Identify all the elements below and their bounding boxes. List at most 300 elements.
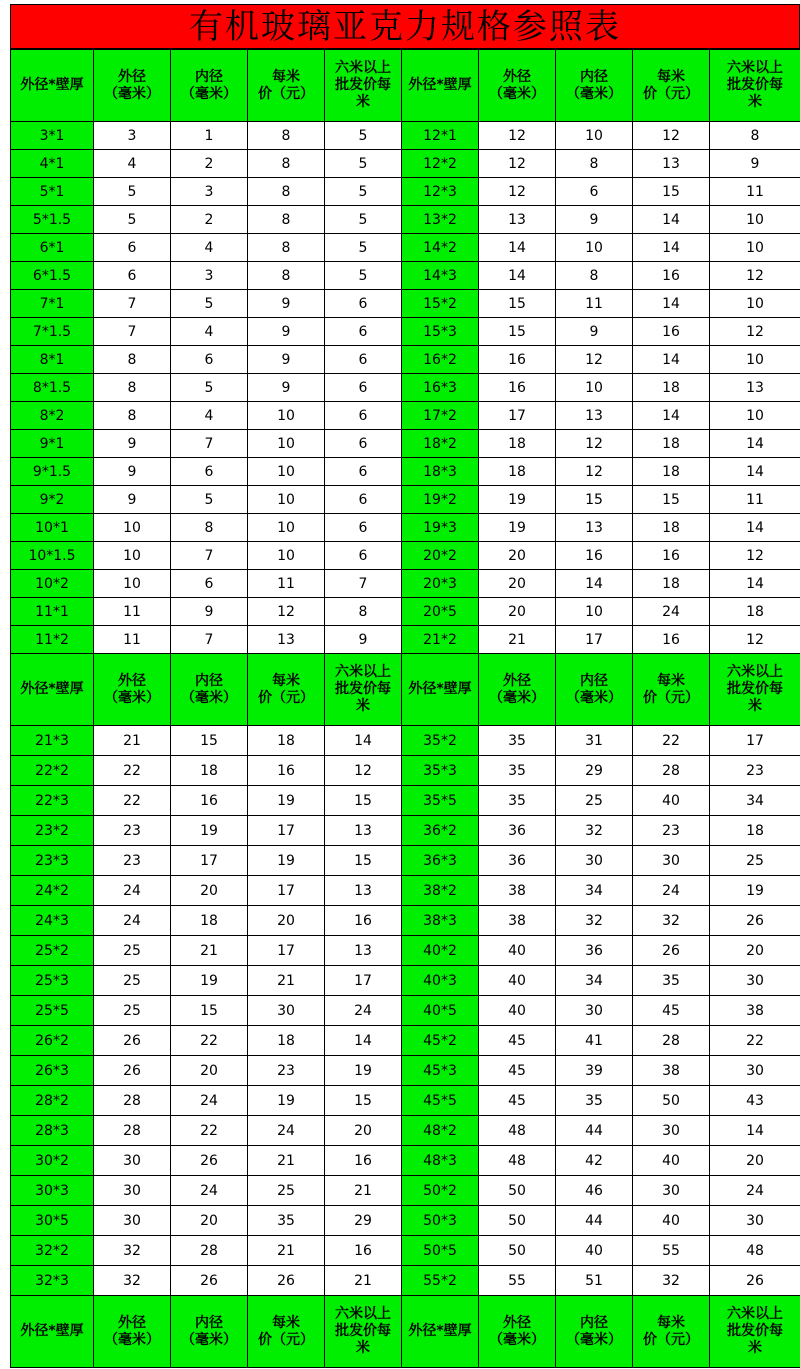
cell-outer: 25 (94, 966, 171, 996)
header-price-per-meter: 每米 价（元） (633, 50, 710, 122)
cell-inner: 11 (556, 290, 633, 318)
cell-price: 9 (248, 318, 325, 346)
cell-inner: 24 (171, 1176, 248, 1206)
table-row (11, 1206, 800, 1236)
cell-spec: 19*3 (402, 514, 479, 542)
cell-price: 9 (248, 374, 325, 402)
cell-spec: 8*1.5 (11, 374, 94, 402)
cell-inner: 35 (556, 1086, 633, 1116)
cell-inner: 29 (556, 756, 633, 786)
cell-inner: 1 (171, 122, 248, 150)
header-spec: 外径*壁厚 (11, 654, 94, 726)
cell-inner: 26 (171, 1146, 248, 1176)
cell-bulk: 6 (325, 486, 402, 514)
table-row (11, 816, 800, 846)
cell-inner: 9 (556, 318, 633, 346)
cell-spec: 20*3 (402, 570, 479, 598)
header-bulk-price: 六米以上 批发价每 米 (325, 654, 402, 726)
cell-inner: 17 (171, 846, 248, 876)
cell-price: 18 (633, 458, 710, 486)
cell-spec: 48*2 (402, 1116, 479, 1146)
cell-outer: 55 (479, 1266, 556, 1296)
cell-outer: 45 (479, 1086, 556, 1116)
cell-outer: 10 (94, 542, 171, 570)
cell-spec: 12*1 (402, 122, 479, 150)
cell-outer: 45 (479, 1056, 556, 1086)
table-row (11, 936, 800, 966)
cell-spec: 5*1 (11, 178, 94, 206)
cell-inner: 44 (556, 1116, 633, 1146)
cell-outer: 21 (479, 626, 556, 654)
table-row (11, 206, 800, 234)
cell-bulk: 24 (710, 1176, 800, 1206)
header-spec: 外径*壁厚 (402, 654, 479, 726)
cell-outer: 17 (479, 402, 556, 430)
cell-price: 35 (633, 966, 710, 996)
cell-outer: 26 (94, 1056, 171, 1086)
cell-inner: 3 (171, 262, 248, 290)
cell-inner: 40 (556, 1236, 633, 1266)
cell-price: 10 (248, 542, 325, 570)
cell-inner: 12 (556, 458, 633, 486)
cell-price: 17 (248, 876, 325, 906)
header-outer-diameter: 外径 （毫米） (479, 50, 556, 122)
cell-spec: 40*3 (402, 966, 479, 996)
cell-spec: 32*2 (11, 1236, 94, 1266)
cell-bulk: 12 (710, 318, 800, 346)
cell-outer: 24 (94, 876, 171, 906)
cell-inner: 2 (171, 206, 248, 234)
header-row (11, 1296, 800, 1368)
cell-price: 16 (633, 262, 710, 290)
cell-outer: 10 (94, 570, 171, 598)
cell-spec: 16*3 (402, 374, 479, 402)
cell-price: 45 (633, 996, 710, 1026)
cell-spec: 9*2 (11, 486, 94, 514)
cell-outer: 38 (479, 906, 556, 936)
table-row (11, 234, 800, 262)
cell-outer: 50 (479, 1206, 556, 1236)
cell-inner: 32 (556, 816, 633, 846)
cell-outer: 12 (479, 178, 556, 206)
table-row (11, 1146, 800, 1176)
cell-outer: 5 (94, 178, 171, 206)
cell-price: 40 (633, 1146, 710, 1176)
cell-inner: 30 (556, 846, 633, 876)
cell-price: 17 (248, 936, 325, 966)
cell-price: 16 (248, 756, 325, 786)
spec-sheet (10, 4, 800, 1368)
table-row (11, 726, 800, 756)
cell-spec: 22*3 (11, 786, 94, 816)
cell-bulk: 5 (325, 234, 402, 262)
cell-bulk: 10 (710, 234, 800, 262)
cell-spec: 36*3 (402, 846, 479, 876)
table-row (11, 1026, 800, 1056)
cell-spec: 6*1 (11, 234, 94, 262)
cell-inner: 13 (556, 514, 633, 542)
cell-spec: 12*2 (402, 150, 479, 178)
sheet-title: 有机玻璃亚克力规格参照表 (10, 4, 800, 49)
cell-bulk: 20 (710, 1146, 800, 1176)
cell-bulk: 7 (325, 570, 402, 598)
cell-bulk: 10 (710, 290, 800, 318)
cell-outer: 18 (479, 458, 556, 486)
cell-inner: 15 (171, 996, 248, 1026)
cell-inner: 34 (556, 876, 633, 906)
cell-outer: 7 (94, 290, 171, 318)
cell-spec: 8*2 (11, 402, 94, 430)
cell-bulk: 34 (710, 786, 800, 816)
table-row (11, 150, 800, 178)
cell-price: 50 (633, 1086, 710, 1116)
header-inner-diameter: 内径 （毫米） (171, 654, 248, 726)
cell-bulk: 14 (710, 430, 800, 458)
cell-bulk: 12 (325, 756, 402, 786)
cell-outer: 21 (94, 726, 171, 756)
cell-price: 8 (248, 234, 325, 262)
cell-bulk: 8 (325, 598, 402, 626)
cell-price: 14 (633, 206, 710, 234)
cell-bulk: 12 (710, 626, 800, 654)
cell-bulk: 10 (710, 402, 800, 430)
cell-bulk: 5 (325, 178, 402, 206)
cell-spec: 10*1 (11, 514, 94, 542)
cell-outer: 5 (94, 206, 171, 234)
cell-outer: 22 (94, 786, 171, 816)
header-spec: 外径*壁厚 (402, 1296, 479, 1368)
cell-spec: 25*2 (11, 936, 94, 966)
cell-outer: 13 (479, 206, 556, 234)
cell-spec: 30*3 (11, 1176, 94, 1206)
cell-inner: 32 (556, 906, 633, 936)
cell-price: 19 (248, 846, 325, 876)
cell-spec: 30*2 (11, 1146, 94, 1176)
cell-inner: 3 (171, 178, 248, 206)
cell-outer: 8 (94, 374, 171, 402)
cell-inner: 7 (171, 542, 248, 570)
cell-spec: 45*3 (402, 1056, 479, 1086)
cell-outer: 9 (94, 458, 171, 486)
cell-bulk: 12 (710, 542, 800, 570)
header-row (11, 654, 800, 726)
table-row (11, 846, 800, 876)
cell-inner: 8 (556, 150, 633, 178)
cell-spec: 15*3 (402, 318, 479, 346)
cell-spec: 45*2 (402, 1026, 479, 1056)
cell-inner: 10 (556, 234, 633, 262)
cell-inner: 28 (171, 1236, 248, 1266)
cell-bulk: 38 (710, 996, 800, 1026)
cell-price: 18 (248, 726, 325, 756)
cell-outer: 23 (94, 816, 171, 846)
cell-spec: 10*1.5 (11, 542, 94, 570)
cell-price: 24 (248, 1116, 325, 1146)
cell-outer: 11 (94, 626, 171, 654)
cell-inner: 9 (556, 206, 633, 234)
cell-bulk: 24 (325, 996, 402, 1026)
header-price-per-meter: 每米 价（元） (248, 1296, 325, 1368)
cell-inner: 6 (171, 570, 248, 598)
cell-outer: 15 (479, 290, 556, 318)
cell-bulk: 26 (710, 1266, 800, 1296)
table-row (11, 1236, 800, 1266)
cell-bulk: 30 (710, 1056, 800, 1086)
cell-spec: 14*3 (402, 262, 479, 290)
cell-price: 12 (633, 122, 710, 150)
cell-price: 15 (633, 486, 710, 514)
cell-bulk: 11 (710, 486, 800, 514)
cell-spec: 17*2 (402, 402, 479, 430)
cell-inner: 44 (556, 1206, 633, 1236)
cell-price: 22 (633, 726, 710, 756)
cell-spec: 23*2 (11, 816, 94, 846)
cell-bulk: 6 (325, 374, 402, 402)
cell-inner: 16 (556, 542, 633, 570)
cell-inner: 26 (171, 1266, 248, 1296)
cell-inner: 18 (171, 906, 248, 936)
cell-outer: 36 (479, 816, 556, 846)
cell-spec: 15*2 (402, 290, 479, 318)
cell-spec: 48*3 (402, 1146, 479, 1176)
cell-price: 30 (248, 996, 325, 1026)
cell-price: 9 (248, 346, 325, 374)
cell-spec: 12*3 (402, 178, 479, 206)
cell-inner: 5 (171, 374, 248, 402)
cell-price: 13 (248, 626, 325, 654)
cell-price: 10 (248, 486, 325, 514)
cell-spec: 26*3 (11, 1056, 94, 1086)
cell-bulk: 6 (325, 346, 402, 374)
cell-outer: 30 (94, 1146, 171, 1176)
cell-bulk: 22 (710, 1026, 800, 1056)
cell-price: 23 (248, 1056, 325, 1086)
cell-outer: 12 (479, 122, 556, 150)
cell-spec: 5*1.5 (11, 206, 94, 234)
cell-outer: 35 (479, 726, 556, 756)
cell-price: 19 (248, 786, 325, 816)
cell-bulk: 30 (710, 966, 800, 996)
cell-outer: 45 (479, 1026, 556, 1056)
cell-outer: 7 (94, 318, 171, 346)
cell-price: 55 (633, 1236, 710, 1266)
cell-inner: 31 (556, 726, 633, 756)
cell-inner: 15 (556, 486, 633, 514)
cell-outer: 9 (94, 430, 171, 458)
cell-inner: 14 (556, 570, 633, 598)
cell-spec: 20*2 (402, 542, 479, 570)
cell-bulk: 16 (325, 906, 402, 936)
cell-bulk: 5 (325, 262, 402, 290)
cell-spec: 23*3 (11, 846, 94, 876)
cell-bulk: 14 (325, 1026, 402, 1056)
cell-price: 25 (248, 1176, 325, 1206)
cell-inner: 36 (556, 936, 633, 966)
cell-spec: 21*2 (402, 626, 479, 654)
table-row (11, 346, 800, 374)
header-inner-diameter: 内径 （毫米） (556, 50, 633, 122)
cell-inner: 51 (556, 1266, 633, 1296)
cell-spec: 9*1.5 (11, 458, 94, 486)
cell-outer: 22 (94, 756, 171, 786)
cell-bulk: 15 (325, 846, 402, 876)
cell-outer: 3 (94, 122, 171, 150)
cell-price: 15 (633, 178, 710, 206)
cell-inner: 9 (171, 598, 248, 626)
cell-inner: 16 (171, 786, 248, 816)
cell-price: 40 (633, 1206, 710, 1236)
cell-spec: 24*2 (11, 876, 94, 906)
cell-outer: 40 (479, 996, 556, 1026)
cell-price: 12 (248, 598, 325, 626)
cell-price: 16 (633, 318, 710, 346)
cell-inner: 13 (556, 402, 633, 430)
cell-price: 19 (248, 1086, 325, 1116)
table-row (11, 876, 800, 906)
cell-price: 40 (633, 786, 710, 816)
cell-inner: 21 (171, 936, 248, 966)
cell-price: 26 (633, 936, 710, 966)
cell-price: 16 (633, 542, 710, 570)
header-bulk-price: 六米以上 批发价每 米 (325, 1296, 402, 1368)
table-row (11, 318, 800, 346)
cell-inner: 46 (556, 1176, 633, 1206)
cell-spec: 40*5 (402, 996, 479, 1026)
cell-inner: 25 (556, 786, 633, 816)
cell-inner: 10 (556, 598, 633, 626)
header-bulk-price: 六米以上 批发价每 米 (710, 50, 800, 122)
cell-inner: 4 (171, 318, 248, 346)
cell-bulk: 21 (325, 1266, 402, 1296)
cell-outer: 19 (479, 486, 556, 514)
cell-inner: 42 (556, 1146, 633, 1176)
cell-inner: 20 (171, 876, 248, 906)
table-row (11, 570, 800, 598)
header-spec: 外径*壁厚 (11, 50, 94, 122)
cell-price: 32 (633, 906, 710, 936)
table-row (11, 374, 800, 402)
cell-spec: 19*2 (402, 486, 479, 514)
cell-outer: 6 (94, 262, 171, 290)
cell-outer: 23 (94, 846, 171, 876)
cell-price: 13 (633, 150, 710, 178)
cell-outer: 26 (94, 1026, 171, 1056)
cell-spec: 21*3 (11, 726, 94, 756)
cell-outer: 8 (94, 346, 171, 374)
cell-bulk: 21 (325, 1176, 402, 1206)
table-row (11, 1266, 800, 1296)
cell-outer: 35 (479, 756, 556, 786)
cell-inner: 41 (556, 1026, 633, 1056)
cell-outer: 24 (94, 906, 171, 936)
cell-bulk: 48 (710, 1236, 800, 1266)
cell-inner: 6 (171, 458, 248, 486)
cell-inner: 5 (171, 486, 248, 514)
header-inner-diameter: 内径 （毫米） (556, 654, 633, 726)
cell-inner: 8 (556, 262, 633, 290)
cell-outer: 40 (479, 966, 556, 996)
header-inner-diameter: 内径 （毫米） (171, 1296, 248, 1368)
table-row (11, 430, 800, 458)
table-row (11, 514, 800, 542)
cell-price: 28 (633, 756, 710, 786)
cell-spec: 18*3 (402, 458, 479, 486)
cell-bulk: 5 (325, 206, 402, 234)
cell-outer: 12 (479, 150, 556, 178)
cell-inner: 22 (171, 1116, 248, 1146)
table-row (11, 996, 800, 1026)
table-row (11, 1116, 800, 1146)
cell-price: 14 (633, 402, 710, 430)
cell-inner: 15 (171, 726, 248, 756)
cell-outer: 16 (479, 346, 556, 374)
header-spec: 外径*壁厚 (402, 50, 479, 122)
cell-price: 8 (248, 178, 325, 206)
cell-spec: 50*5 (402, 1236, 479, 1266)
cell-price: 26 (248, 1266, 325, 1296)
cell-inner: 6 (556, 178, 633, 206)
cell-price: 16 (633, 626, 710, 654)
cell-spec: 18*2 (402, 430, 479, 458)
table-row (11, 486, 800, 514)
cell-spec: 50*3 (402, 1206, 479, 1236)
cell-price: 35 (248, 1206, 325, 1236)
cell-inner: 8 (171, 514, 248, 542)
cell-price: 30 (633, 846, 710, 876)
cell-outer: 8 (94, 402, 171, 430)
table-row (11, 1176, 800, 1206)
header-bulk-price: 六米以上 批发价每 米 (710, 654, 800, 726)
cell-bulk: 19 (325, 1056, 402, 1086)
cell-price: 21 (248, 966, 325, 996)
cell-bulk: 9 (710, 150, 800, 178)
cell-spec: 35*3 (402, 756, 479, 786)
cell-inner: 5 (171, 290, 248, 318)
cell-bulk: 20 (325, 1116, 402, 1146)
cell-price: 24 (633, 876, 710, 906)
cell-price: 24 (633, 598, 710, 626)
cell-bulk: 15 (325, 1086, 402, 1116)
cell-bulk: 6 (325, 402, 402, 430)
cell-spec: 10*2 (11, 570, 94, 598)
cell-bulk: 10 (710, 346, 800, 374)
cell-outer: 16 (479, 374, 556, 402)
cell-outer: 32 (94, 1236, 171, 1266)
cell-inner: 18 (171, 756, 248, 786)
cell-bulk: 14 (325, 726, 402, 756)
cell-price: 11 (248, 570, 325, 598)
cell-spec: 55*2 (402, 1266, 479, 1296)
cell-bulk: 17 (710, 726, 800, 756)
cell-bulk: 13 (325, 816, 402, 846)
cell-spec: 3*1 (11, 122, 94, 150)
cell-bulk: 18 (710, 816, 800, 846)
cell-spec: 22*2 (11, 756, 94, 786)
cell-spec: 11*2 (11, 626, 94, 654)
cell-bulk: 16 (325, 1146, 402, 1176)
cell-outer: 25 (94, 996, 171, 1026)
table-row (11, 598, 800, 626)
cell-inner: 20 (171, 1206, 248, 1236)
cell-price: 18 (248, 1026, 325, 1056)
cell-outer: 25 (94, 936, 171, 966)
cell-inner: 24 (171, 1086, 248, 1116)
cell-price: 9 (248, 290, 325, 318)
cell-outer: 4 (94, 150, 171, 178)
cell-inner: 12 (556, 346, 633, 374)
table-row (11, 966, 800, 996)
spec-table (10, 49, 800, 1368)
